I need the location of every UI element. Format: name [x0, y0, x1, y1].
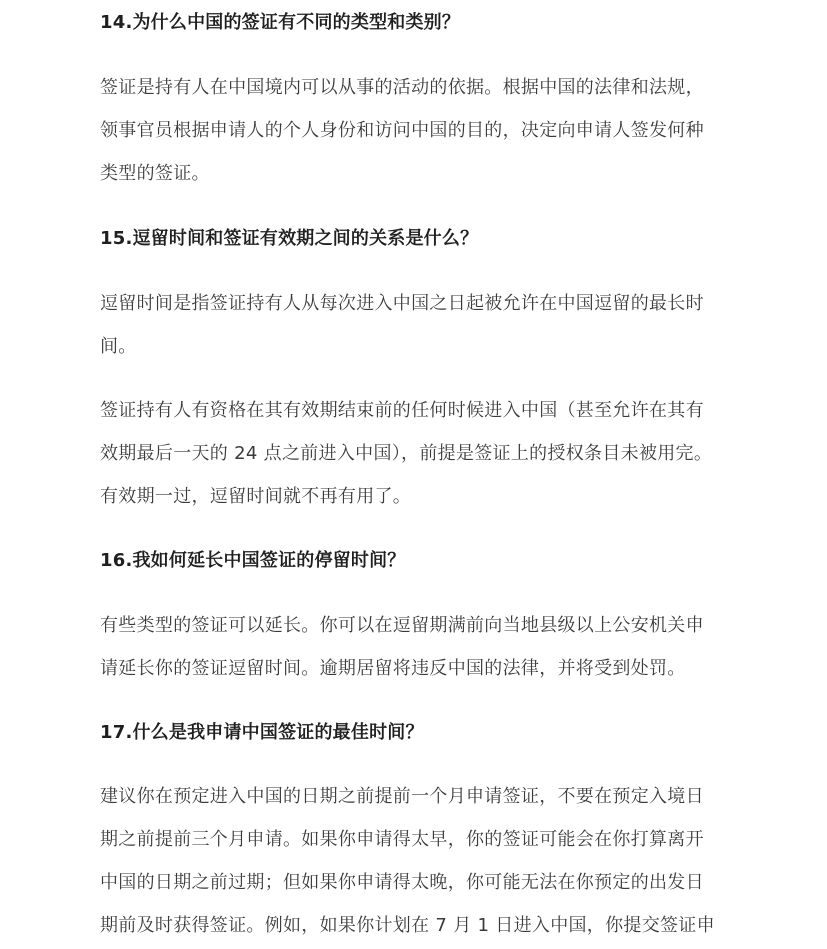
paragraph-line: 中国的日期之前过期；但如果你申请得太晚，你可能无法在你预定的出发日 [100, 872, 704, 893]
section-heading-16: 16.我如何延长中国签证的停留时间？ [100, 550, 406, 571]
section-heading-17: 17.什么是我申请中国签证的最佳时间？ [100, 722, 424, 743]
paragraph-line: 效期最后一天的 24 点之前进入中国），前提是签证上的授权条目未被用完。 [100, 443, 713, 464]
paragraph-line: 请延长你的签证逗留时间。逾期居留将违反中国的法律，并将受到处罚。 [100, 658, 686, 679]
section-heading-15: 15.逗留时间和签证有效期之间的关系是什么？ [100, 228, 479, 249]
paragraph-line: 建议你在预定进入中国的日期之前提前一个月申请签证，不要在预定入境日 [100, 786, 704, 807]
paragraph-line: 签证是持有人在中国境内可以从事的活动的依据。根据中国的法律和法规， [100, 77, 704, 98]
paragraph-line: 期之前提前三个月申请。如果你申请得太早，你的签证可能会在你打算离开 [100, 829, 704, 850]
section-heading-14: 14.为什么中国的签证有不同的类型和类别？ [100, 12, 461, 33]
paragraph-line: 逗留时间是指签证持有人从每次进入中国之日起被允许在中国逗留的最长时 [100, 293, 704, 314]
paragraph-line: 签证持有人有资格在其有效期结束前的任何时候进入中国（甚至允许在其有 [100, 400, 704, 421]
paragraph-line: 期前及时获得签证。例如，如果你计划在 7 月 1 日进入中国，你提交签证申 [100, 915, 715, 936]
paragraph-line: 领事官员根据申请人的个人身份和访问中国的目的，决定向申请人签发何种 [100, 120, 704, 141]
paragraph-line: 有效期一过，逗留时间就不再有用了。 [100, 486, 412, 507]
paragraph-line: 类型的签证。 [100, 163, 210, 184]
paragraph-line: 间。 [100, 336, 137, 357]
paragraph-line: 有些类型的签证可以延长。你可以在逗留期满前向当地县级以上公安机关申 [100, 615, 704, 636]
